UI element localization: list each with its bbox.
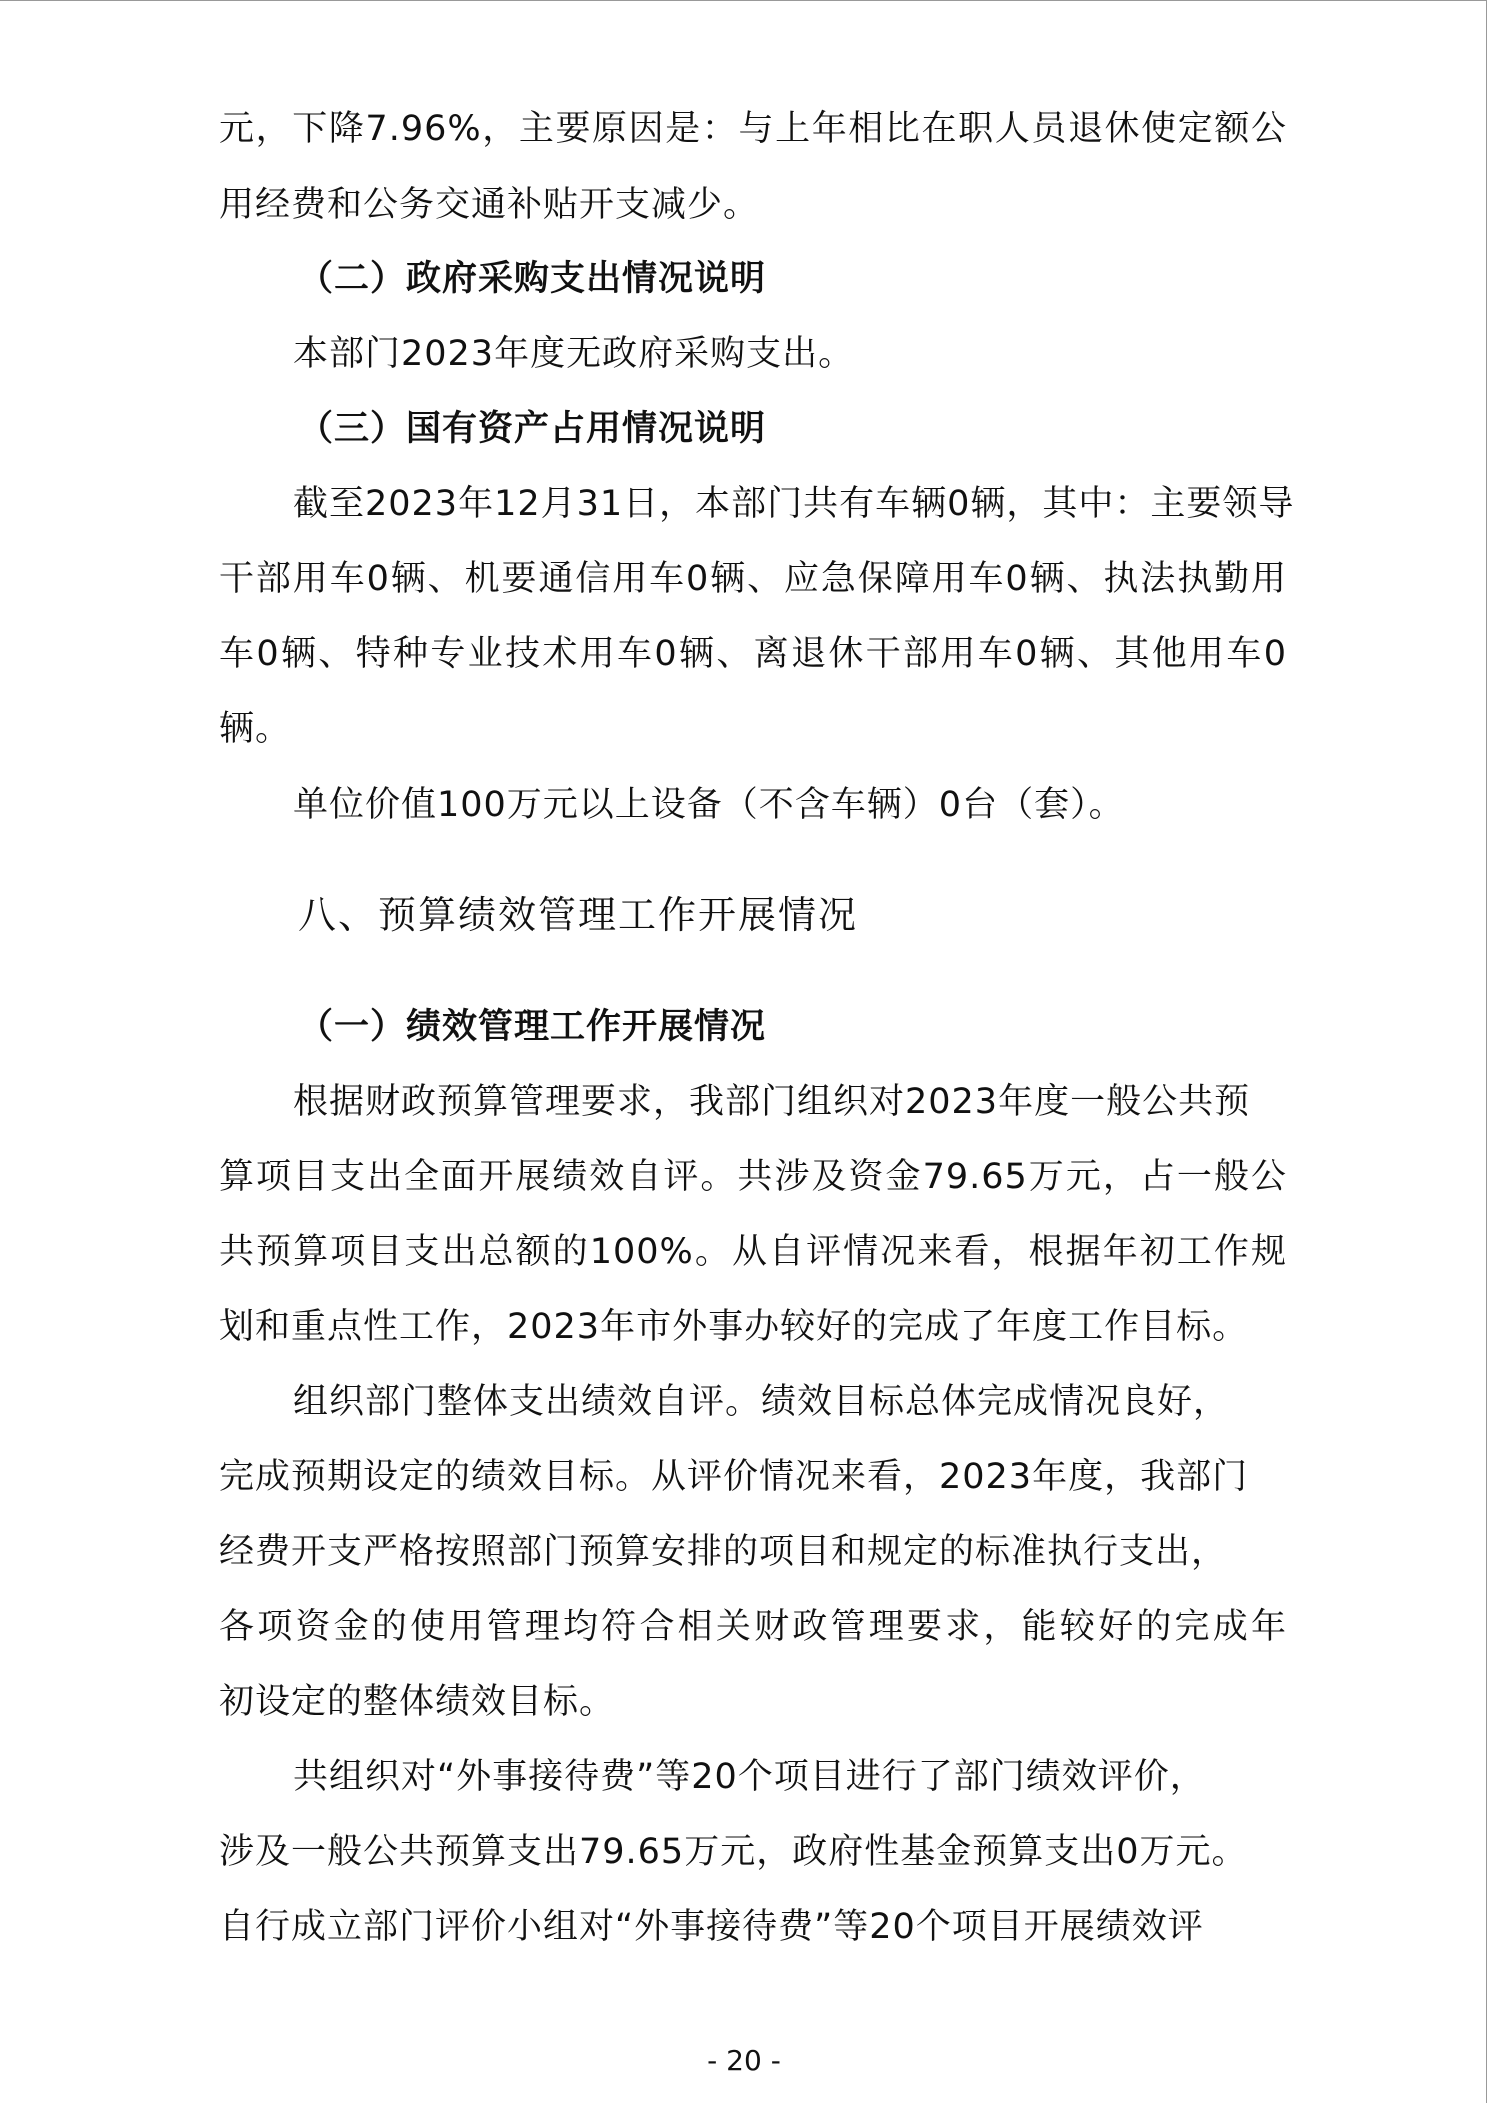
body-text-line: 车0辆、特种专业技术用车0辆、离退休干部用车0辆、其他用车0 bbox=[219, 634, 1287, 674]
section-heading: （三）国有资产占用情况说明 bbox=[298, 409, 767, 449]
body-text-line: 完成预期设定的绩效目标。从评价情况来看，2023年度，我部门 bbox=[219, 1457, 1249, 1497]
body-text-line: 单位价值100万元以上设备（不含车辆）0台（套）。 bbox=[293, 785, 1125, 825]
body-text-line: 根据财政预算管理要求，我部门组织对2023年度一般公共预 bbox=[293, 1082, 1251, 1122]
page-number: - 20 - bbox=[707, 2044, 781, 2077]
body-text-line: 算项目支出全面开展绩效自评。共涉及资金79.65万元，占一般公 bbox=[219, 1157, 1287, 1197]
body-text-line: 共组织对“外事接待费”等20个项目进行了部门绩效评价， bbox=[293, 1757, 1206, 1797]
body-text-line: 截至2023年12月31日，本部门共有车辆0辆，其中：主要领导 bbox=[293, 484, 1295, 524]
body-text-line: 本部门2023年度无政府采购支出。 bbox=[293, 334, 855, 374]
section-heading: （一）绩效管理工作开展情况 bbox=[298, 1007, 767, 1047]
body-text-line: 自行成立部门评价小组对“外事接待费”等20个项目开展绩效评 bbox=[219, 1907, 1204, 1947]
body-text-line: 涉及一般公共预算支出79.65万元，政府性基金预算支出0万元。 bbox=[219, 1832, 1248, 1872]
body-text-line: 各项资金的使用管理均符合相关财政管理要求，能较好的完成年 bbox=[219, 1607, 1287, 1647]
body-text-line: 经费开支严格按照部门预算安排的项目和规定的标准执行支出， bbox=[219, 1532, 1228, 1572]
body-text-line: 用经费和公务交通补贴开支减少。 bbox=[219, 185, 760, 225]
chapter-heading: 八、预算绩效管理工作开展情况 bbox=[298, 893, 859, 937]
body-text-line: 共预算项目支出总额的100%。从自评情况来看，根据年初工作规 bbox=[219, 1232, 1287, 1272]
body-text-line: 组织部门整体支出绩效自评。绩效目标总体完成情况良好， bbox=[293, 1382, 1230, 1422]
body-text-line: 划和重点性工作，2023年市外事办较好的完成了年度工作目标。 bbox=[219, 1307, 1249, 1347]
body-text-line: 初设定的整体绩效目标。 bbox=[219, 1682, 616, 1722]
section-heading: （二）政府采购支出情况说明 bbox=[298, 259, 767, 299]
body-text-line: 干部用车0辆、机要通信用车0辆、应急保障用车0辆、执法执勤用 bbox=[219, 559, 1287, 599]
body-text-line: 辆。 bbox=[219, 709, 292, 749]
body-text-line: 元，下降7.96%，主要原因是：与上年相比在职人员退休使定额公 bbox=[219, 109, 1287, 149]
